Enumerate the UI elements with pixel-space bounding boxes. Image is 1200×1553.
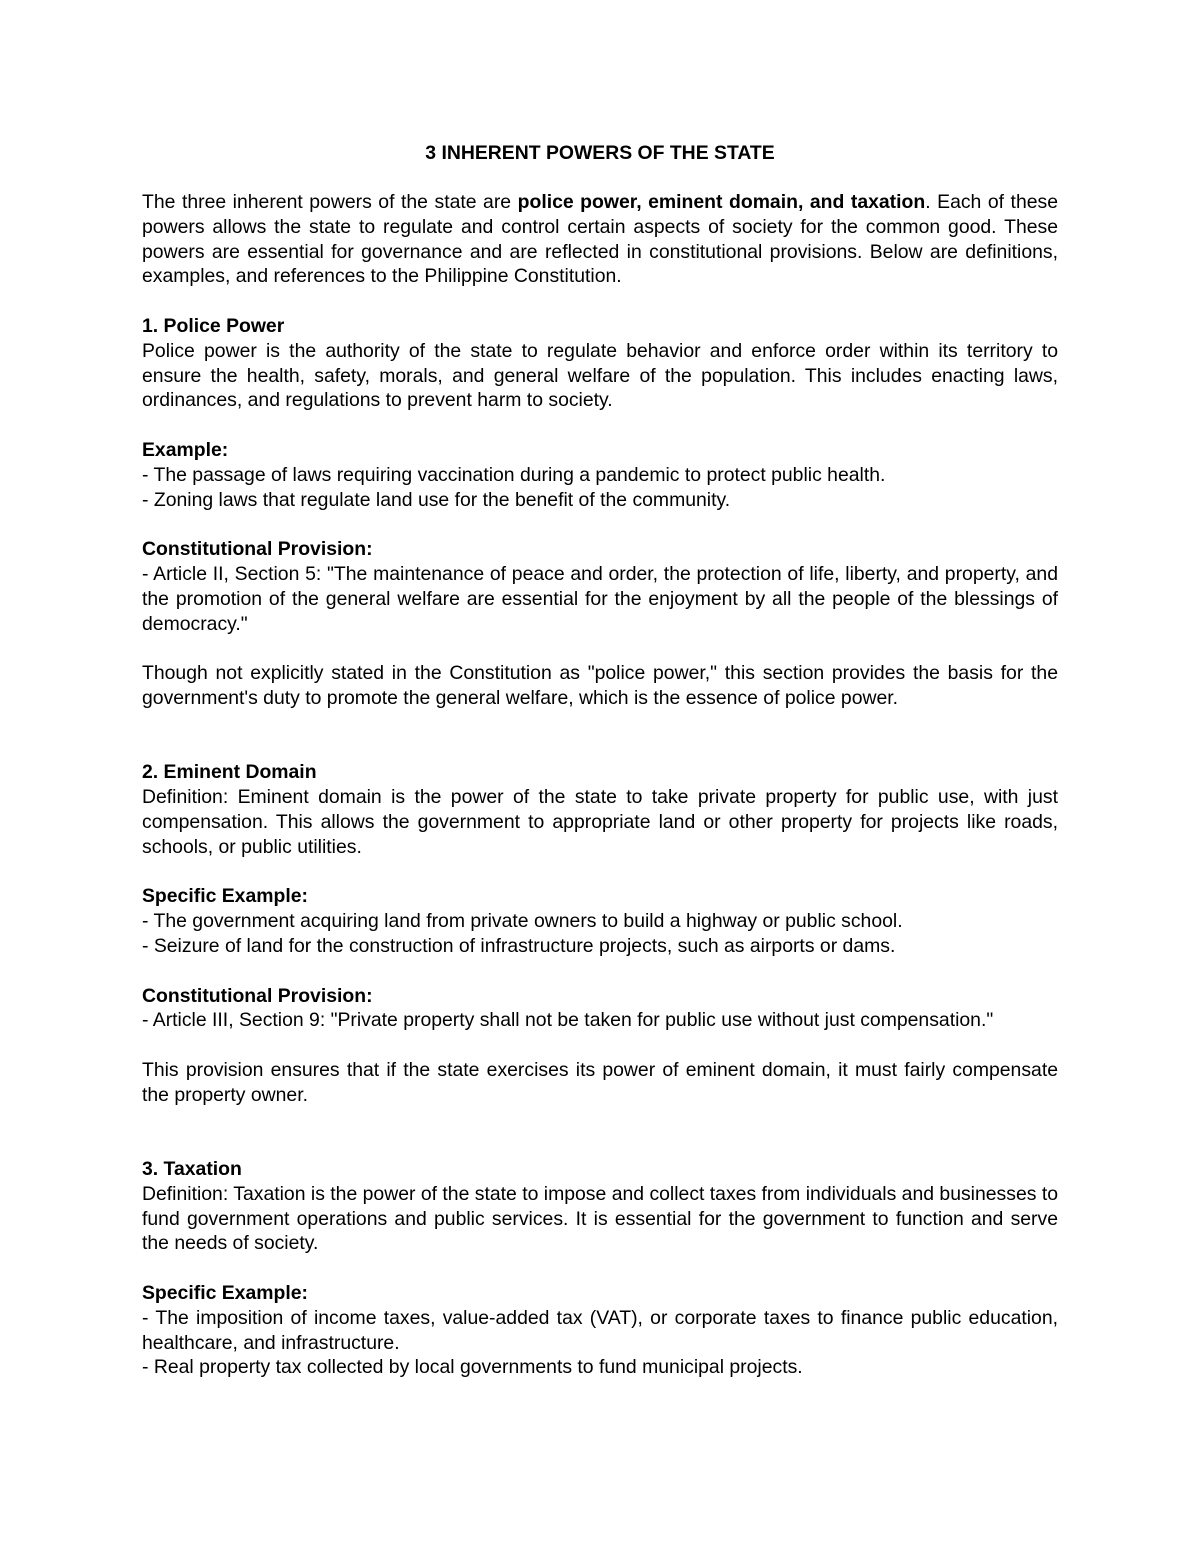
police-power-definition: Police power is the authority of the state to regulate behavior and enforce order within its territory to ensure the health, safety, morals, and general welfare of the population. This includes enacting laws, ordinances, and regulations to prevent harm to society. — [142, 339, 1058, 412]
intro-paragraph — [142, 190, 1058, 289]
eminent-domain-heading: 2. Eminent Domain — [142, 761, 317, 784]
eminent-example-heading: Specific Example: — [142, 885, 308, 908]
police-power-heading: 1. Police Power — [142, 314, 285, 337]
eminent-example-item: - Seizure of land for the construction of infrastructure projects, such as airports or dams. — [142, 934, 896, 957]
eminent-provision-text: - Article III, Section 9: "Private property shall not be taken for public use without just compensation." — [142, 1009, 994, 1032]
document-title: 3 INHERENT POWERS OF THE STATE — [425, 142, 775, 164]
eminent-provision-note: This provision ensures that if the state exercises its power of eminent domain, it must fairly compensate the property owner. — [142, 1058, 1058, 1106]
police-provision-text: - Article II, Section 5: "The maintenance of peace and order, the protection of life, liberty, and property, and the promotion of the general welfare are essential for the enjoyment by all the people of the blessings of democracy." — [142, 562, 1058, 635]
taxation-example-item: - The imposition of income taxes, value-added tax (VAT), or corporate taxes to finance public education, healthcare, and infrastructure. — [142, 1306, 1058, 1354]
police-provision-heading: Constitutional Provision: — [142, 538, 373, 561]
intro-text-end: . Each of these powers allows the state to regulate and control certain aspects of society for the common good. These powers are essential for governance and are reflected in constitutional provisions. Below are definitions, examples, and references to the Philippine Constitution. — [142, 191, 1058, 288]
taxation-example-heading: Specific Example: — [142, 1282, 308, 1305]
eminent-example-item: - The government acquiring land from private owners to build a highway or public school. — [142, 910, 903, 933]
police-example-item: - Zoning laws that regulate land use for the benefit of the community. — [142, 488, 731, 511]
police-example-item: - The passage of laws requiring vaccination during a pandemic to protect public health. — [142, 463, 886, 486]
eminent-provision-heading: Constitutional Provision: — [142, 984, 373, 1007]
intro-bold-powers: police power, eminent domain, and taxation — [517, 191, 926, 213]
taxation-heading: 3. Taxation — [142, 1158, 242, 1181]
document-page — [142, 140, 1058, 1380]
police-provision-note: Though not explicitly stated in the Constitution as "police power," this section provides the basis for the government's duty to promote the general welfare, which is the essence of police power. — [142, 662, 1058, 709]
police-example-heading: Example: — [142, 438, 229, 461]
taxation-example-item: - Real property tax collected by local governments to fund municipal projects. — [142, 1356, 803, 1379]
taxation-definition: Definition: Taxation is the power of the state to impose and collect taxes from individuals and businesses to fund government operations and public services. It is essential for the government to function and serve the needs of society. — [142, 1182, 1058, 1255]
eminent-domain-definition: Definition: Eminent domain is the power of the state to take private property for public use, with just compensation. This allows the government to appropriate land or other property for projects like roads, schools, or public utilities. — [142, 786, 1058, 858]
intro-text-start: The three inherent powers of the state are — [142, 191, 518, 213]
